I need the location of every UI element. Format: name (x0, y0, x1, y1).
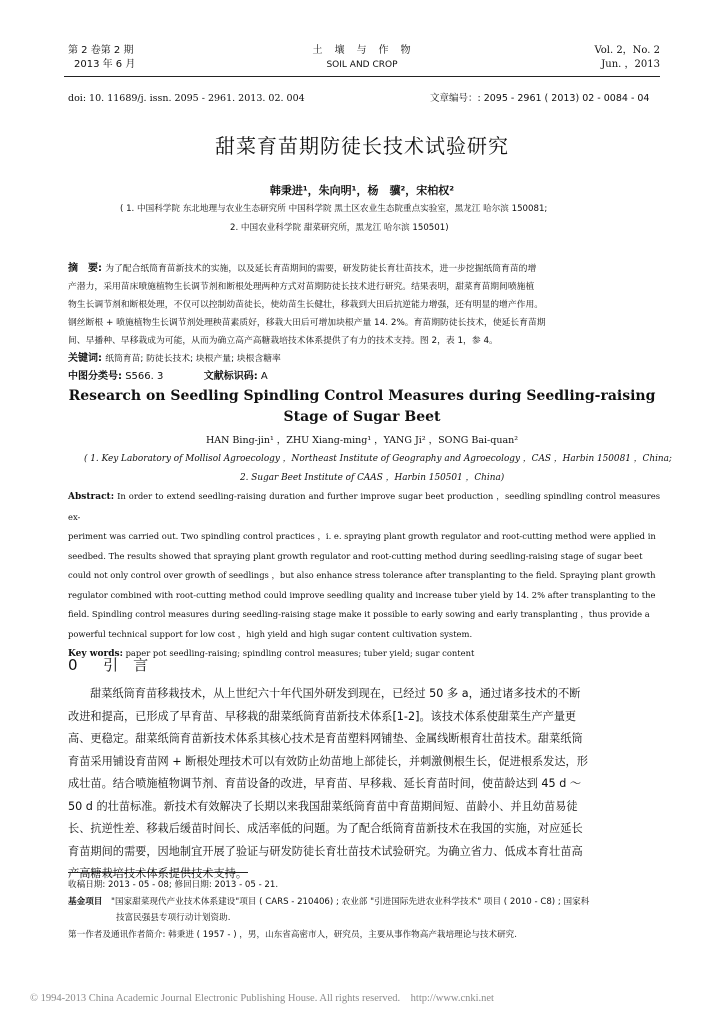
keywords-en-label: Key words: (68, 649, 123, 659)
abstract-zh-label: 摘 要: (68, 263, 102, 274)
affiliation-zh-2: 2. 中国农业科学院 甜菜研究所，黑龙江 哈尔滨 150501) (230, 223, 449, 233)
authors-en: HAN Bing-jin¹ ，ZHU Xiang-ming¹ ，YANG Ji² ，SONG Bai-quan² (205, 435, 519, 446)
intro-paragraph: 甜菜纸筒育苗移栽技术，从上世纪六十年代国外研发到现在，已经过 50 多 a，通过诸多技术的不断 改进和提高，已形成了早育苗、早移栽的甜菜纸筒育苗新技术体系[1-2]。该技术体系使甜菜生产产量更 高、更稳定。甜菜纸筒育苗新技术体系其核心技术是育苗塑料网铺垫、金属线断根育壮苗技术。甜菜纸筒 育苗采用铺设育苗网 + 断根处理技术可以有效防止幼苗地上部徒长，并刺激侧根生长，促进根系发达，形 成壮苗。结合喷施植物调节剂、育苗设备的改进，早育苗、早移栽、延长育苗时间，使苗龄达到 45 d ～ 50 d 的壮苗标准。新技术有效解决了长期以来我国甜菜纸筒育苗中育苗期间短、苗龄小、并且幼苗易徒 长、抗逆性差、移栽后缓苗时间长、成活率低的问题。为了配合纸筒育苗新技术在我国的实施，对应延长 育苗期间的需要，因地制宜开展了验证与研发防徒长育壮苗技术试验研究。为确立省力、低成本育壮苗高 产高糖栽培技术体系提供技术支持。 (68, 687, 588, 880)
section-title: 引 言 (103, 656, 149, 674)
volume-issue-en: Vol. 2，No. 2 (594, 45, 660, 56)
doi: doi: 10. 11689/j. issn. 2095 - 2961. 2013. 02. 004 (68, 93, 305, 104)
header-right (560, 44, 660, 72)
classification: 中图分类号: S566. 3 文献标识码: A (68, 371, 268, 382)
publish-date: 2013 年 6 月 (74, 59, 136, 70)
clc-number: S566. 3 (125, 371, 164, 382)
authors-zh: 韩秉进¹，朱向明¹，杨 骥²，宋柏权² (269, 184, 455, 197)
publish-date-en: Jun. ，2013 (601, 59, 660, 70)
header-center (262, 44, 462, 72)
keywords-zh (68, 350, 281, 368)
title-zh: 甜菜育苗期防徒长技术试验研究 (215, 134, 509, 158)
title-en: Research on Seedling Spindling Control Measures during Seedling-raising Stage of Sugar Beet (68, 388, 656, 425)
section-number: 0 (68, 656, 78, 674)
header-rule (64, 76, 660, 77)
fund-label: 基金项目 (68, 897, 103, 907)
header-left (68, 44, 135, 72)
author-bio: 第一作者及通讯作者简介: 韩秉进 ( 1957 - ) ，男，山东省高密市人，研究员，主要从事作物高产栽培理论与技术研究. (68, 930, 518, 940)
abstract-en: Abstract: In order to extend seedling-raising duration and further improve sugar beet production ，seedling spindling control measures ex- periment was carried out. Two spindling control practices ，i. e. spraying plant growth regulator and root-cutting method were applied in seedbed. The results showed that spraying plant growth regulator and root-cutting method during seedling-raising stage of sugar beet could not only control over growth of seedlings ，but also enhance stress tolerance after transplanting to the field. Spraying plant growth regulator combined with root-cutting method could improve seedling quality and increase tuber yield by 14. 2% after transplanting to the field. Spindling control measures during seedling-raising stage make it possible to early sowing and early transplanting ，thus provide a powerful technical support for low cost ，high yield and high sugar content cultivation system. Key words: paper pot seedling-raising; spindling control measures; tuber yield; sugar content (68, 491, 660, 659)
received-date: 收稿日期: 2013 - 05 - 08; 修回日期: 2013 - 05 - 21. (68, 880, 279, 890)
affiliation-en-2: 2. Sugar Beet Institute of CAAS ，Harbin 150501 ，China) (240, 473, 505, 483)
volume-issue: 第 2 卷第 2 期 (68, 45, 134, 56)
abstract-en-label: Abstract: (68, 492, 115, 502)
affiliation-zh-1: ( 1. 中国科学院 东北地理与农业生态研究所 中国科学院 黑土区农业生态院重点实验室，黑龙江 哈尔滨 150081; (120, 204, 548, 214)
keywords-zh-label: 关键词: (68, 353, 102, 364)
journal-name-zh: 土 壤 与 作 物 (312, 45, 412, 56)
footnote-rule (68, 872, 248, 873)
copyright: © 1994-2013 China Academic Journal Electronic Publishing House. All rights reserved. http://www.cnki.net (30, 993, 494, 1004)
keywords-zh-text: 纸筒育苗; 防徒长技术; 块根产量; 块根含糖率 (105, 354, 281, 364)
keywords-en-text: paper pot seedling-raising; spindling control measures; tuber yield; sugar content (125, 648, 475, 658)
article-number: 文章编号：: 2095 - 2961 ( 2013) 02 - 0084 - 04 (430, 93, 650, 104)
fund-text: "国家甜菜现代产业技术体系建设"项目 ( CARS - 210406) ; 农业部 "引进国际先进农业科学技术" 项目 ( 2010 - C8) ; 国家科 (111, 897, 590, 907)
footnotes: 收稿日期: 2013 - 05 - 08; 修回日期: 2013 - 05 - 21. 基金项目 "国家甜菜现代产业技术体系建设"项目 ( CARS - 210406) ; 农业部 "引进国际先进农业科学技术" 项目 ( 2010 - C8) ; 国家科 技富民强县专项行动计划资助. 第一作者及通讯作者简介: 韩秉进 ( 1957 - ) ，男，山东省高密市人，研究员，主要从事作物高产栽培理论与技术研究. (68, 878, 668, 942)
journal-name-en: SOIL AND CROP (326, 60, 398, 70)
doc-code: A (260, 371, 268, 382)
abstract-zh: 摘 要: 为了配合纸筒育苗新技术的实施，以及延长育苗期间的需要，研发防徒长育壮苗技术，进一步挖掘纸筒育苗的增 产潜力，采用苗床喷施植物生长调节剂和断根处理两种方式对苗期防徒长技术进行研究。结果表明，甜菜育苗期间喷施植 物生长调节剂和断根处理，不仅可以控制幼苗徒长，使幼苗生长健壮，移栽到大田后抗逆能力增强，还有明显的增产作用。 钢丝断根 + 喷施植物生长调节剂处理秧苗素质好，移栽大田后可增加块根产量 14. 2%。育苗期防徒长技术，使延长育苗期 间、早播种、早移栽成为可能，从而为确立高产高糖栽培技术体系提供了有力的技术支持。图 2，表 1，参 4。 (68, 263, 546, 346)
section-heading (68, 654, 148, 675)
affiliation-en-1: ( 1. Key Laboratory of Mollisol Agroecology ，Northeast Institute of Geography and Agroecology ，CAS ，Harbin 150081 ，China; (84, 454, 672, 464)
